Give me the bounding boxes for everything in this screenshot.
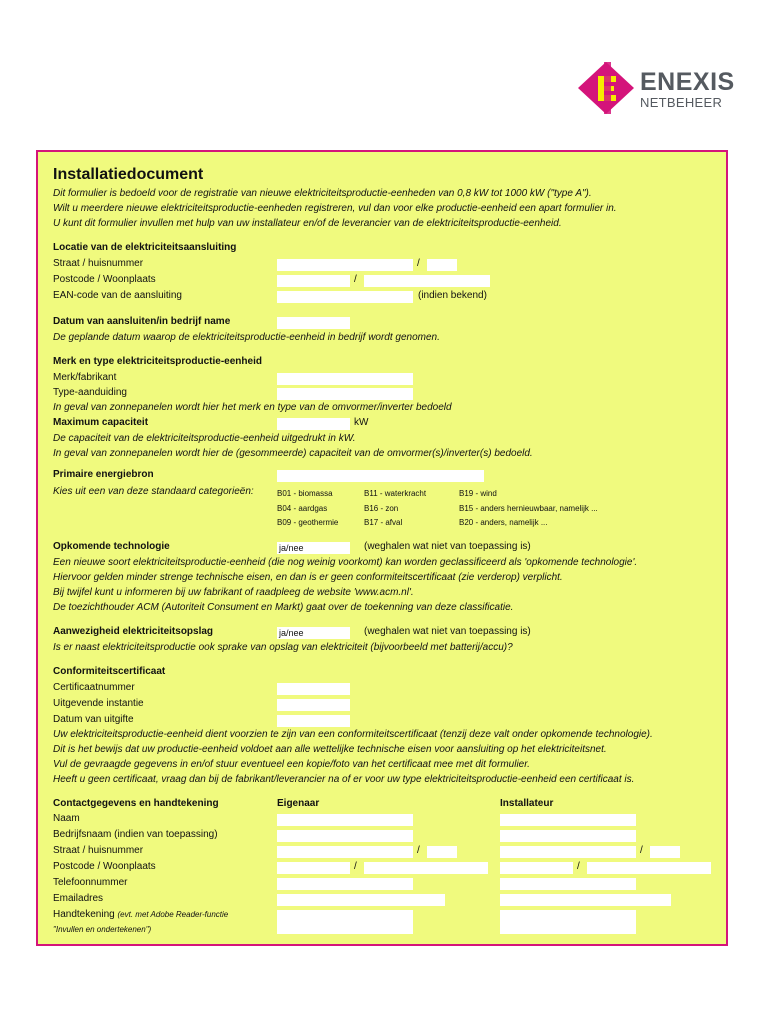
- logo-brand: ENEXIS: [640, 68, 735, 96]
- date-heading: Datum van aansluiten/in bedrijf name: [53, 316, 231, 327]
- location-heading: Locatie van de elektriciteitsaansluiting: [53, 242, 237, 253]
- installer-housenumber-input[interactable]: [650, 846, 680, 858]
- cert-issuer-label: Uitgevende instantie: [53, 698, 144, 709]
- installer-phone-input[interactable]: [500, 878, 636, 890]
- installer-heading: Installateur: [500, 798, 554, 809]
- owner-heading: Eigenaar: [277, 798, 320, 809]
- contact-email-label: Emailadres: [53, 893, 104, 904]
- owner-street-input[interactable]: [277, 846, 413, 858]
- owner-city-input[interactable]: [364, 862, 488, 874]
- signature-note-2: "Invullen en ondertekenen"): [53, 925, 152, 934]
- contact-signature-label: [53, 909, 228, 921]
- installer-signature-input[interactable]: [500, 910, 636, 934]
- tech-note: Bij twijfel kunt u informeren bij uw fabrikant of raadpleeg de website 'www.acm.nl'.: [53, 587, 414, 598]
- tech-input[interactable]: ja/nee: [277, 542, 350, 554]
- postcode-slash: /: [354, 274, 357, 285]
- installer-name-input[interactable]: [500, 814, 636, 826]
- energy-option: B20 - anders, namelijk ...: [459, 518, 548, 527]
- tech-note: De toezichthouder ACM (Autoriteit Consument en Markt) gaat over de toekenning van deze classificatie.: [53, 602, 514, 613]
- enexis-logo: [576, 60, 735, 116]
- intro-line-2: Wilt u meerdere nieuwe elektriciteitsproductie-eenheden registreren, vul dan voor elke productie-eenheid een apart formulier in.: [53, 203, 617, 214]
- storage-hint: (weghalen wat niet van toepassing is): [364, 626, 531, 637]
- signature-note-1: (evt. met Adobe Reader-functie: [117, 910, 229, 919]
- ean-note: (indien bekend): [418, 290, 487, 301]
- capacity-unit: kW: [354, 417, 369, 428]
- installation-form: [36, 150, 728, 946]
- date-input[interactable]: [277, 317, 350, 329]
- capacity-input[interactable]: [277, 418, 350, 430]
- cert-number-label: Certificaatnummer: [53, 682, 135, 693]
- tech-heading: Opkomende technologie: [53, 541, 170, 552]
- postcode-label: Postcode / Woonplaats: [53, 274, 156, 285]
- tech-note: Hiervoor gelden minder strenge technische eisen, en dan is er geen conformiteitscertificaat (zie verderop) verplicht.: [53, 572, 563, 583]
- intro-line-3: U kunt dit formulier invullen met hulp van uw installateur en/of de leverancier van de elektriciteitsproductie-eenheid.: [53, 218, 562, 229]
- cert-note: Uw elektriciteitsproductie-eenheid dient voorzien te zijn van een conformiteitscertificaat (tenzij deze valt onder opkomende technologie).: [53, 729, 653, 740]
- type-input[interactable]: [277, 388, 413, 400]
- energy-option: B16 - zon: [364, 504, 399, 513]
- form-title: Installatiedocument: [53, 166, 204, 183]
- ean-input[interactable]: [277, 291, 413, 303]
- energy-option: B11 - waterkracht: [364, 489, 427, 498]
- cert-date-input[interactable]: [277, 715, 350, 727]
- installer-postcode-input[interactable]: [500, 862, 573, 874]
- housenumber-input[interactable]: [427, 259, 457, 271]
- installer-city-input[interactable]: [587, 862, 711, 874]
- installer-email-input[interactable]: [500, 894, 671, 906]
- tech-hint: (weghalen wat niet van toepassing is): [364, 541, 531, 552]
- contact-heading: Contactgegevens en handtekening: [53, 798, 219, 809]
- cert-number-input[interactable]: [277, 683, 350, 695]
- enexis-logo-icon: [576, 60, 636, 116]
- cert-note: Vul de gevraagde gegevens in en/of stuur eventueel een kopie/foto van het certificaat mee met dit formulier.: [53, 759, 530, 770]
- tech-note: Een nieuwe soort elektriciteitsproductie-eenheid (die nog weinig voorkomt) kan worden geclassificeerd als 'opkomende technologie'.: [53, 557, 638, 568]
- owner-email-input[interactable]: [277, 894, 445, 906]
- cert-note: Dit is het bewijs dat uw productie-eenheid voldoet aan alle wettelijke technische eisen voor aansluiting op het elektriciteitsnet.: [53, 744, 607, 755]
- contact-company-label: Bedrijfsnaam (indien van toepassing): [53, 829, 218, 840]
- city-input[interactable]: [364, 275, 490, 287]
- owner-street-slash: /: [417, 845, 420, 856]
- energy-option: B17 - afval: [364, 518, 403, 527]
- cert-heading: Conformiteitscertificaat: [53, 666, 166, 677]
- contact-postcode-label: Postcode / Woonplaats: [53, 861, 156, 872]
- owner-phone-input[interactable]: [277, 878, 413, 890]
- storage-input[interactable]: ja/nee: [277, 627, 350, 639]
- owner-postcode-input[interactable]: [277, 862, 350, 874]
- owner-name-input[interactable]: [277, 814, 413, 826]
- installer-company-input[interactable]: [500, 830, 636, 842]
- signature-label: Handtekening: [53, 909, 115, 920]
- brand-heading: Merk en type elektriciteitsproductie-eenheid: [53, 356, 262, 367]
- storage-heading: Aanwezigheid elektriciteitsopslag: [53, 626, 214, 637]
- installer-street-slash: /: [640, 845, 643, 856]
- street-label: Straat / huisnummer: [53, 258, 144, 269]
- postcode-input[interactable]: [277, 275, 350, 287]
- installer-street-input[interactable]: [500, 846, 636, 858]
- make-label: Merk/fabrikant: [53, 372, 117, 383]
- owner-company-input[interactable]: [277, 830, 413, 842]
- contact-phone-label: Telefoonnummer: [53, 877, 128, 888]
- intro-line-1: Dit formulier is bedoeld voor de registratie van nieuwe elektriciteitsproductie-eenheden van 0,8 kW tot 1000 kW ("type A").: [53, 188, 592, 199]
- logo-subtitle: NETBEHEER: [640, 95, 723, 110]
- cert-note: Heeft u geen certificaat, vraag dan bij de fabrikant/leverancier na of er voor uw type elektriciteitsproductie-eenheid een certificaat is.: [53, 774, 635, 785]
- capacity-label: Maximum capaciteit: [53, 417, 149, 428]
- energy-option: B15 - anders hernieuwbaar, namelijk ...: [459, 504, 598, 513]
- type-label: Type-aanduiding: [53, 387, 127, 398]
- capacity-note-1: De capaciteit van de elektriciteitsproductie-eenheid uitgedrukt in kW.: [53, 433, 356, 444]
- brand-note: In geval van zonnepanelen wordt hier het merk en type van de omvormer/inverter bedoeld: [53, 402, 452, 413]
- owner-postcode-slash: /: [354, 861, 357, 872]
- date-note: De geplande datum waarop de elektriciteitsproductie-eenheid in bedrijf wordt genomen.: [53, 332, 440, 343]
- ean-label: EAN-code van de aansluiting: [53, 290, 182, 301]
- cert-issuer-input[interactable]: [277, 699, 350, 711]
- contact-street-label: Straat / huisnummer: [53, 845, 144, 856]
- energy-option: B01 - biomassa: [277, 489, 333, 498]
- street-slash: /: [417, 258, 420, 269]
- owner-signature-input[interactable]: [277, 910, 413, 934]
- installer-postcode-slash: /: [577, 861, 580, 872]
- energy-heading: Primaire energiebron: [53, 469, 154, 480]
- storage-note: Is er naast elektriciteitsproductie ook sprake van opslag van elektriciteit (bijvoorbeeld met batterij/accu)?: [53, 642, 513, 653]
- make-input[interactable]: [277, 373, 413, 385]
- energy-input[interactable]: [277, 470, 484, 482]
- cert-date-label: Datum van uitgifte: [53, 714, 134, 725]
- street-input[interactable]: [277, 259, 413, 271]
- energy-option: B04 - aardgas: [277, 504, 328, 513]
- energy-choose: Kies uit een van deze standaard categorieën:: [53, 486, 254, 497]
- energy-option: B09 - geothermie: [277, 518, 339, 527]
- capacity-note-2: In geval van zonnepanelen wordt hier de (gesommeerde) capaciteit van de omvormer(s)/inverter(s) bedoeld.: [53, 448, 533, 459]
- energy-option: B19 - wind: [459, 489, 497, 498]
- contact-name-label: Naam: [53, 813, 80, 824]
- owner-housenumber-input[interactable]: [427, 846, 457, 858]
